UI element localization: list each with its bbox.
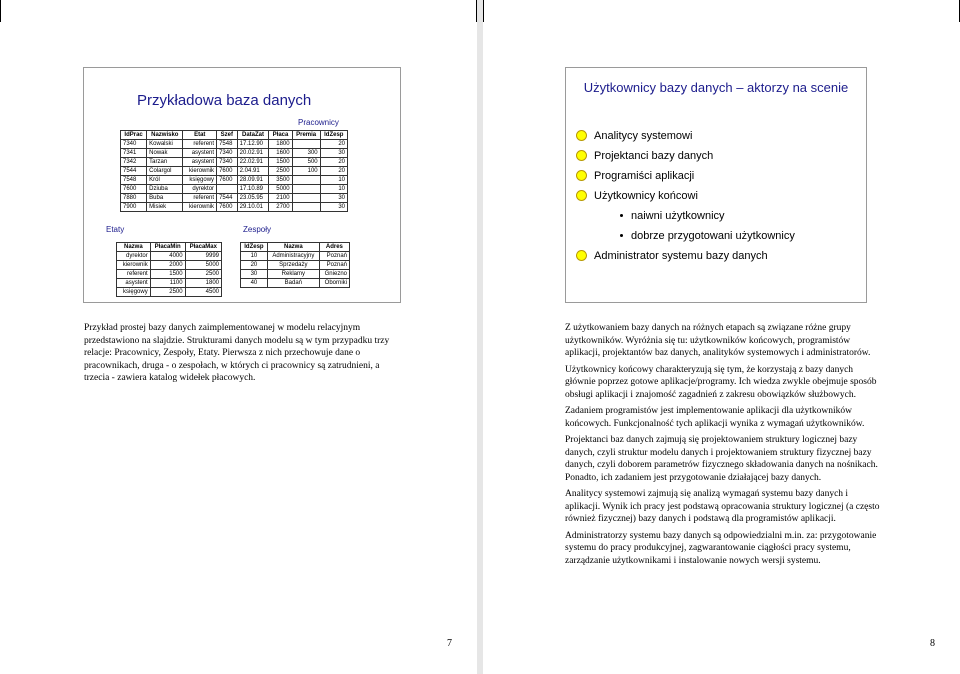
slide-title: Użytkownicy bazy danych – aktorzy na scenie xyxy=(583,80,849,95)
table-cell xyxy=(292,203,320,212)
table-cell: 7544 xyxy=(121,167,147,176)
table-cell: 29.10.01 xyxy=(237,203,269,212)
table-cell: 300 xyxy=(292,149,320,158)
table-cell: 2000 xyxy=(150,261,185,270)
table-cell: 7600 xyxy=(121,185,147,194)
table-cell: Król xyxy=(147,176,183,185)
table-cell: 20.02.91 xyxy=(237,149,269,158)
column-header: DataZat xyxy=(237,131,269,140)
table-cell: 7340 xyxy=(217,149,238,158)
bullet-item xyxy=(576,188,795,208)
table-cell: asystent xyxy=(183,158,217,167)
bullet-label: Projektanci bazy danych xyxy=(594,150,714,162)
table-cell: Badań xyxy=(267,279,319,288)
table-cell: 30 xyxy=(320,194,347,203)
table-cell: 30 xyxy=(320,149,347,158)
table-cell: 17.12.90 xyxy=(237,140,269,149)
column-header: PłacaMax xyxy=(185,243,221,252)
table-cell: 5000 xyxy=(185,261,221,270)
slide-title: Przykładowa baza danych xyxy=(137,92,312,109)
table-cell: 2500 xyxy=(269,167,292,176)
table-cell: 4500 xyxy=(185,288,221,297)
table-cell: 7600 xyxy=(217,176,238,185)
table-cell: 7548 xyxy=(217,140,238,149)
column-header: Nazwisko xyxy=(147,131,183,140)
column-header: Nazwa xyxy=(267,243,319,252)
table-cell: 7342 xyxy=(121,158,147,167)
table-cell xyxy=(292,185,320,194)
table-row xyxy=(121,149,348,158)
table-cell: Tarzan xyxy=(147,158,183,167)
table-cell: 20 xyxy=(320,140,347,149)
lecture-note xyxy=(84,322,400,389)
bullet-item xyxy=(576,248,795,268)
bullet-circle-icon xyxy=(576,190,587,201)
note-paragraph: Analitycy systemowi zajmują się analizą wymagań systemu bazy danych i aplikacji. Wynik ich pracy jest podstawą opracowania struktury logicznej (a często również fizycznej) bazy danych i podstawą dla programistów aplikacji. xyxy=(565,489,880,524)
bullet-circle-icon xyxy=(576,250,587,261)
note-paragraph: Zadaniem programistów jest implementowanie aplikacji dla użytkowników końcowych. Funkcjonalność tych aplikacji wynika z wymagań użytkowników. xyxy=(565,406,865,429)
table-cell: 30 xyxy=(320,203,347,212)
table-cell: 17.10.89 xyxy=(237,185,269,194)
table-row xyxy=(117,288,222,297)
page-number: 7 xyxy=(447,638,452,649)
table-caption-etaty: Etaty xyxy=(106,225,125,234)
table-row xyxy=(121,194,348,203)
table-row xyxy=(117,252,222,261)
table-cell: 22.02.91 xyxy=(237,158,269,167)
table-cell xyxy=(292,194,320,203)
bullet-dot-icon xyxy=(620,214,623,217)
table-cell: 7340 xyxy=(121,140,147,149)
table-cell: dyrektor xyxy=(117,252,151,261)
note-paragraph: Użytkownicy końcowy charakteryzują się tym, że korzystają z bazy danych głównie poprzez gotowe aplikacje/programy. Ich wiedza zwykle obejmuje sposób obsługi aplikacji i znajomość zagadnień z zakresu obowiązków służbowych. xyxy=(565,364,877,400)
table-cell: asystent xyxy=(183,149,217,158)
bullet-label: Administrator systemu bazy danych xyxy=(594,250,768,262)
table-cell: 7900 xyxy=(121,203,147,212)
table-cell: Colargol xyxy=(147,167,183,176)
bullet-label: Analitycy systemowi xyxy=(594,130,693,142)
table-cell: 28.09.91 xyxy=(237,176,269,185)
table-row xyxy=(117,279,222,288)
bullet-circle-icon xyxy=(576,150,587,161)
table-row xyxy=(121,158,348,167)
table-zespoly xyxy=(240,242,350,288)
table-cell: 500 xyxy=(292,158,320,167)
table-cell: 1800 xyxy=(269,140,292,149)
bullet-label: dobrze przygotowani użytkownicy xyxy=(631,230,795,242)
table-cell: 7341 xyxy=(121,149,147,158)
bullet-item xyxy=(576,228,795,248)
table-row xyxy=(121,185,348,194)
column-header: IdPrac xyxy=(121,131,147,140)
table-cell: 1500 xyxy=(150,270,185,279)
table-row xyxy=(117,270,222,279)
table-row xyxy=(241,270,350,279)
table-cell xyxy=(217,185,238,194)
table-cell: 23.05.95 xyxy=(237,194,269,203)
table-cell: 9999 xyxy=(185,252,221,261)
table-row xyxy=(121,176,348,185)
table-cell: 10 xyxy=(241,252,268,261)
column-header: IdZesp xyxy=(320,131,347,140)
bullet-circle-icon xyxy=(576,130,587,141)
table-cell: Misiek xyxy=(147,203,183,212)
table-cell: 7600 xyxy=(217,203,238,212)
bullet-label: Programiści aplikacji xyxy=(594,170,695,182)
slide-bullet-list xyxy=(576,128,795,268)
table-cell: 10 xyxy=(320,185,347,194)
table-pracownicy xyxy=(120,130,348,212)
table-cell: 7340 xyxy=(217,158,238,167)
table-cell: 20 xyxy=(320,158,347,167)
table-cell: 5000 xyxy=(269,185,292,194)
table-cell: 4000 xyxy=(150,252,185,261)
column-header: Szef xyxy=(217,131,238,140)
lecture-note xyxy=(565,322,883,571)
table-cell: Sprzedaży xyxy=(267,261,319,270)
table-row xyxy=(241,252,350,261)
table-cell: referent xyxy=(117,270,151,279)
table-row xyxy=(121,203,348,212)
table-cell: kierownik xyxy=(117,261,151,270)
table-cell: 30 xyxy=(241,270,268,279)
table-cell: asystent xyxy=(117,279,151,288)
table-cell: 2500 xyxy=(150,288,185,297)
table-cell: Nowak xyxy=(147,149,183,158)
page-corner-mark xyxy=(476,0,477,22)
table-cell: 1500 xyxy=(269,158,292,167)
table-cell: Buba xyxy=(147,194,183,203)
table-caption-pracownicy: Pracownicy xyxy=(298,118,339,127)
table-cell: 40 xyxy=(241,279,268,288)
table-cell: 10 xyxy=(320,176,347,185)
table-caption-zespoly: Zespoły xyxy=(243,225,272,234)
column-header: Etat xyxy=(183,131,217,140)
note-paragraph: Z użytkowaniem bazy danych na różnych etapach są związane różne grupy użytkowników. Wyróżnia się tu: użytkowników końcowych, programistów aplikacji, projektantów baz danych, analityków systemowych i administratorów. xyxy=(565,323,871,358)
table-cell: 20 xyxy=(320,167,347,176)
table-cell: kierownik xyxy=(183,167,217,176)
table-cell: Poznań xyxy=(319,252,349,261)
table-row xyxy=(241,279,350,288)
table-cell: Poznań xyxy=(319,261,349,270)
table-cell: 3500 xyxy=(269,176,292,185)
table-cell: 1800 xyxy=(185,279,221,288)
table-cell: 1600 xyxy=(269,149,292,158)
note-paragraph: Administratorzy systemu bazy danych są odpowiedzialni m.in. za: przygotowanie systemu do pracy produkcyjnej, zagwarantowanie ciągłości pracy systemu, zarządzanie użytkownikami i instalowanie nowych wersji systemu. xyxy=(565,530,877,566)
note-paragraph: Projektanci baz danych zajmują się projektowaniem struktury logicznej bazy danych, czyli struktur modelu danych i projektowaniem struktury fizycznej bazy danych, czyli doborem parametrów fizycznego składowania danych na nośnikach. Ponadto, ich zadaniem jest przygotowanie działającej bazy danych. xyxy=(565,435,878,483)
table-cell: 7880 xyxy=(121,194,147,203)
table-cell: 2100 xyxy=(269,194,292,203)
table-row xyxy=(241,261,350,270)
table-cell: Gniezno xyxy=(319,270,349,279)
table-cell: 20 xyxy=(241,261,268,270)
table-cell: dyrektor xyxy=(183,185,217,194)
page-corner-mark xyxy=(483,0,484,22)
table-cell: 2500 xyxy=(185,270,221,279)
column-header: Płaca xyxy=(269,131,292,140)
table-cell: 2700 xyxy=(269,203,292,212)
column-header: Nazwa xyxy=(117,243,151,252)
bullet-item xyxy=(576,148,795,168)
page-number: 8 xyxy=(930,638,935,649)
page-corner-mark xyxy=(0,0,1,22)
bullet-label: Użytkownicy końcowi xyxy=(594,190,698,202)
table-cell: 2.04.91 xyxy=(237,167,269,176)
table-cell: Kowalski xyxy=(147,140,183,149)
table-cell: 1100 xyxy=(150,279,185,288)
table-cell: referent xyxy=(183,140,217,149)
column-header: PłacaMin xyxy=(150,243,185,252)
table-cell xyxy=(292,140,320,149)
table-cell: Administracyjny xyxy=(267,252,319,261)
bullet-item xyxy=(576,168,795,188)
table-row xyxy=(117,261,222,270)
table-cell: kierownik xyxy=(183,203,217,212)
table-cell: Oborniki xyxy=(319,279,349,288)
table-cell: referent xyxy=(183,194,217,203)
table-cell: księgowy xyxy=(183,176,217,185)
table-cell: 7548 xyxy=(121,176,147,185)
column-header: Adres xyxy=(319,243,349,252)
note-paragraph: Przykład prostej bazy danych zaimplementowanej w modelu relacyjnym przedstawiono na slajdzie. Strukturami danych modelu są w tym przypadku trzy relacje: Pracownicy, Zespoły, Etaty. Pierwsza z nich przechowuje dane o pracownikach, druga - o zespołach, w których ci pracownicy są zatrudnieni, a trzecia - zawiera katalog widełek płacowych. xyxy=(84,323,390,383)
table-cell: 7544 xyxy=(217,194,238,203)
table-row xyxy=(121,167,348,176)
bullet-item xyxy=(576,208,795,228)
bullet-circle-icon xyxy=(576,170,587,181)
table-cell: księgowy xyxy=(117,288,151,297)
bullet-label: naiwni użytkownicy xyxy=(631,210,725,222)
table-cell: Dziuba xyxy=(147,185,183,194)
table-cell: Reklamy xyxy=(267,270,319,279)
table-row xyxy=(121,140,348,149)
bullet-item xyxy=(576,128,795,148)
column-header: IdZesp xyxy=(241,243,268,252)
bullet-dot-icon xyxy=(620,234,623,237)
column-header: Premia xyxy=(292,131,320,140)
table-cell xyxy=(292,176,320,185)
table-cell: 7600 xyxy=(217,167,238,176)
table-cell: 100 xyxy=(292,167,320,176)
table-etaty xyxy=(116,242,222,297)
